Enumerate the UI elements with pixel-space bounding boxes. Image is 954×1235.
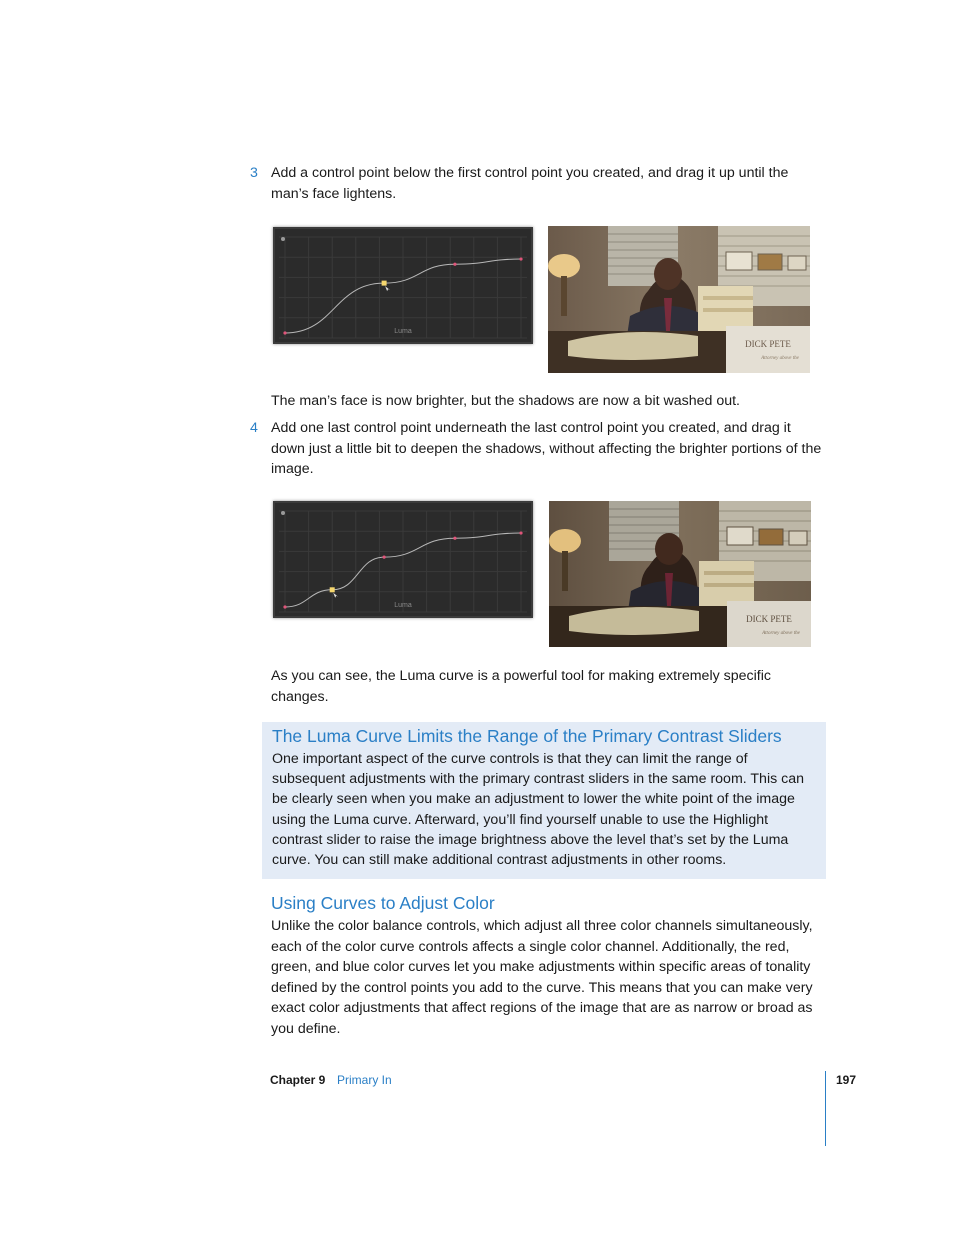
control-point[interactable] (453, 537, 456, 540)
office-photo-2 (549, 501, 811, 647)
footer-chapter-title[interactable]: Primary In (337, 1073, 392, 1087)
step-number: 4 (250, 420, 258, 436)
office-photo-1 (548, 226, 810, 373)
footer-divider (825, 1071, 826, 1146)
cursor-icon (385, 286, 390, 291)
section-body: Unlike the color balance controls, which adjust all three color channels simultaneously, each of the color curve controls affects a single color channel. Additionally, the red, green, and blue color curves let you make adjustments within specific areas of tonality defined by the control points you add to the curve. This means that you can make very exact color adjustments that affect regions of the image that are as narrow or broad as you define. (271, 918, 813, 1037)
nameplate-text: DICK PETE (746, 614, 792, 624)
step-text: Add one last control point underneath the last control point you created, and drag it down just a little bit to deepen the shadows, without affecting the brighter portions of the image. (271, 420, 822, 477)
section-heading: Using Curves to Adjust Color (271, 893, 495, 913)
curve-label: Luma (394, 602, 412, 609)
curve-grid (279, 511, 527, 612)
office-scene-image (549, 501, 811, 647)
luma-curve-graph[interactable] (275, 229, 531, 342)
selected-control-point[interactable] (382, 281, 387, 286)
nameplate-subtext: Attorney above the (762, 631, 800, 636)
step-number: 3 (250, 165, 258, 181)
luma-curve-panel-1[interactable] (273, 227, 533, 344)
selected-control-point[interactable] (330, 587, 335, 592)
control-point[interactable] (519, 531, 522, 534)
page-number: 197 (836, 1073, 857, 1087)
nameplate-subtext: Attorney above the (761, 356, 799, 361)
paragraph-after-figure-1: The man’s face is now brighter, but the shadows are now a bit washed out. (271, 393, 740, 409)
step-text: Add a control point below the first control point you created, and drag it up until the man’s face lightens. (271, 165, 789, 202)
curve-label: Luma (394, 328, 412, 335)
callout-body: One important aspect of the curve controls is that they can limit the range of subsequent adjustments with the primary contrast sliders in the same room. This can be clearly seen when you make an adjustment to lower the white point of the image using the Luma curve. Afterward, you’ll find yourself unable to use the Highlight contrast slider to raise the image brightness above the level that’s set by the Luma curve. You can still make additional contrast adjustments in other rooms. (272, 751, 805, 869)
step-4 (250, 418, 825, 480)
curve-grid (279, 237, 527, 338)
office-scene-image (548, 226, 810, 373)
luma-curve-panel-2[interactable] (273, 501, 533, 618)
note-callout (262, 722, 826, 879)
curve-menu-icon[interactable] (281, 511, 285, 515)
step-3 (250, 163, 825, 204)
footer-chapter: Chapter 9 (270, 1073, 326, 1087)
paragraph-after-figure-2: As you can see, the Luma curve is a powerful tool for making extremely specific changes. (271, 668, 771, 705)
control-point[interactable] (519, 257, 522, 260)
cursor-icon (333, 593, 338, 598)
control-point[interactable] (383, 556, 386, 559)
callout-title: The Luma Curve Limits the Range of the Primary Contrast Sliders (272, 726, 782, 746)
curve-menu-icon[interactable] (281, 237, 285, 241)
nameplate-text: DICK PETE (745, 339, 791, 349)
control-point[interactable] (453, 263, 456, 266)
luma-curve-graph[interactable] (275, 503, 531, 616)
control-point[interactable] (283, 331, 286, 334)
control-point[interactable] (283, 605, 286, 608)
